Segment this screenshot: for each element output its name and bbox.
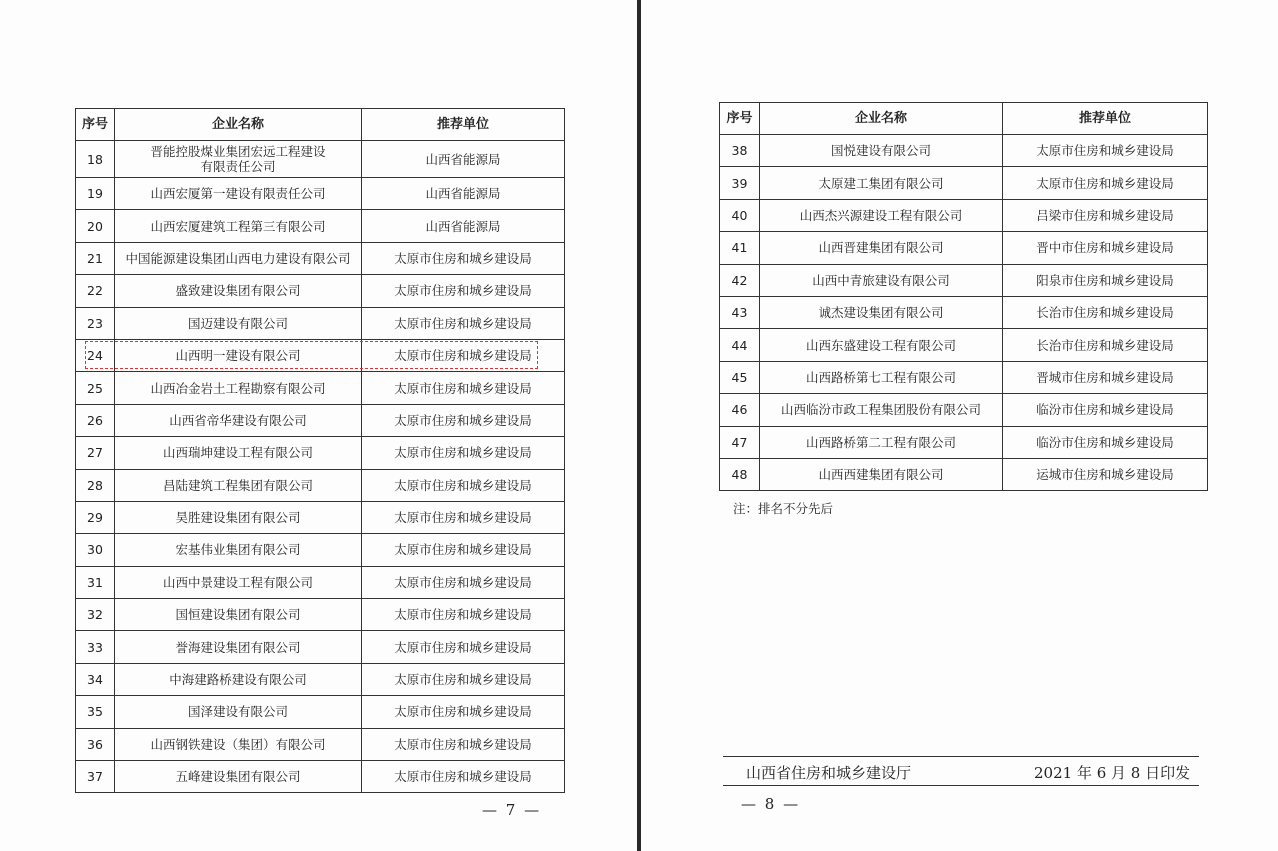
row-number: 25 [76, 372, 115, 404]
table-row [720, 426, 1208, 458]
row-number: 33 [76, 631, 115, 663]
company-name: 国恒建设集团有限公司 [115, 599, 362, 631]
header-seq: 序号 [720, 103, 760, 135]
table-row [720, 329, 1208, 361]
table-row [720, 232, 1208, 264]
table-row [720, 264, 1208, 296]
table-row [720, 167, 1208, 199]
table-row [76, 534, 565, 566]
header-seq: 序号 [76, 109, 115, 141]
company-name: 山西明一建设有限公司 [115, 339, 362, 371]
company-name: 宏基伟业集团有限公司 [115, 534, 362, 566]
table-row [76, 307, 565, 339]
page-number-left: — 7 — [482, 801, 542, 819]
company-name: 山西路桥第二工程有限公司 [760, 426, 1003, 458]
recommending-unit: 太原市住房和城乡建设局 [362, 696, 565, 728]
table-row [76, 275, 565, 307]
company-name: 国悦建设有限公司 [760, 135, 1003, 167]
row-number: 31 [76, 566, 115, 598]
issue-date: 2021 年 6 月 8 日印发 [1034, 764, 1191, 782]
company-name: 昌陆建筑工程集团有限公司 [115, 469, 362, 501]
recommending-unit: 太原市住房和城乡建设局 [1003, 167, 1208, 199]
company-name: 昊胜建设集团有限公司 [115, 501, 362, 533]
recommending-unit: 长治市住房和城乡建设局 [1003, 329, 1208, 361]
recommending-unit: 太原市住房和城乡建设局 [362, 631, 565, 663]
header-company: 企业名称 [760, 103, 1003, 135]
row-number: 23 [76, 307, 115, 339]
company-name: 山西瑞坤建设工程有限公司 [115, 437, 362, 469]
recommending-unit: 晋城市住房和城乡建设局 [1003, 361, 1208, 393]
footer-rule-bottom [723, 785, 1199, 786]
row-number: 30 [76, 534, 115, 566]
company-name: 国迈建设有限公司 [115, 307, 362, 339]
company-name: 太原建工集团有限公司 [760, 167, 1003, 199]
recommending-unit: 临汾市住房和城乡建设局 [1003, 426, 1208, 458]
table-row [76, 761, 565, 793]
company-name: 山西路桥第七工程有限公司 [760, 361, 1003, 393]
recommending-unit: 太原市住房和城乡建设局 [362, 566, 565, 598]
row-number: 38 [720, 135, 760, 167]
recommending-unit: 太原市住房和城乡建设局 [362, 242, 565, 274]
company-name: 中海建路桥建设有限公司 [115, 663, 362, 695]
row-number: 43 [720, 296, 760, 328]
row-number: 32 [76, 599, 115, 631]
row-number: 39 [720, 167, 760, 199]
table-row [720, 361, 1208, 393]
table-row [76, 437, 565, 469]
company-name: 誉海建设集团有限公司 [115, 631, 362, 663]
recommending-unit: 太原市住房和城乡建设局 [362, 728, 565, 760]
company-name: 晋能控股煤业集团宏远工程建设 有限责任公司 [115, 141, 362, 178]
table-row [76, 372, 565, 404]
recommending-unit: 运城市住房和城乡建设局 [1003, 458, 1208, 490]
table-row [76, 141, 565, 178]
page-number-right: — 8 — [741, 795, 801, 813]
recommending-unit: 太原市住房和城乡建设局 [362, 372, 565, 404]
company-name: 山西宏厦建筑工程第三有限公司 [115, 210, 362, 242]
row-number: 48 [720, 458, 760, 490]
company-name: 山西宏厦第一建设有限责任公司 [115, 178, 362, 210]
row-number: 20 [76, 210, 115, 242]
row-number: 41 [720, 232, 760, 264]
company-table-right [719, 102, 1208, 491]
table-row [76, 501, 565, 533]
table-row [76, 404, 565, 436]
company-name: 山西冶金岩土工程勘察有限公司 [115, 372, 362, 404]
row-number: 37 [76, 761, 115, 793]
company-name: 山西钢铁建设（集团）有限公司 [115, 728, 362, 760]
row-number: 24 [76, 339, 115, 371]
recommending-unit: 太原市住房和城乡建设局 [362, 307, 565, 339]
company-name: 山西中青旅建设有限公司 [760, 264, 1003, 296]
row-number: 34 [76, 663, 115, 695]
table-row [720, 394, 1208, 426]
row-number: 26 [76, 404, 115, 436]
row-number: 40 [720, 199, 760, 231]
row-number: 28 [76, 469, 115, 501]
recommending-unit: 太原市住房和城乡建设局 [362, 599, 565, 631]
table-row [720, 296, 1208, 328]
company-name: 诚杰建设集团有限公司 [760, 296, 1003, 328]
row-number: 22 [76, 275, 115, 307]
company-name: 山西西建集团有限公司 [760, 458, 1003, 490]
company-name: 山西中景建设工程有限公司 [115, 566, 362, 598]
table-row [76, 696, 565, 728]
company-name: 山西省帝华建设有限公司 [115, 404, 362, 436]
recommending-unit: 太原市住房和城乡建设局 [362, 663, 565, 695]
recommending-unit: 太原市住房和城乡建设局 [362, 501, 565, 533]
recommending-unit: 临汾市住房和城乡建设局 [1003, 394, 1208, 426]
row-number: 21 [76, 242, 115, 274]
company-name: 中国能源建设集团山西电力建设有限公司 [115, 242, 362, 274]
recommending-unit: 山西省能源局 [362, 178, 565, 210]
company-name: 山西临汾市政工程集团股份有限公司 [760, 394, 1003, 426]
recommending-unit: 长治市住房和城乡建设局 [1003, 296, 1208, 328]
recommending-unit: 太原市住房和城乡建设局 [362, 469, 565, 501]
table-row [720, 135, 1208, 167]
recommending-unit: 太原市住房和城乡建设局 [362, 404, 565, 436]
recommending-unit: 太原市住房和城乡建设局 [1003, 135, 1208, 167]
company-name: 国泽建设有限公司 [115, 696, 362, 728]
recommending-unit: 阳泉市住房和城乡建设局 [1003, 264, 1208, 296]
table-row [76, 469, 565, 501]
row-number: 47 [720, 426, 760, 458]
company-name: 山西杰兴源建设工程有限公司 [760, 199, 1003, 231]
table-row [76, 242, 565, 274]
company-name: 山西东盛建设工程有限公司 [760, 329, 1003, 361]
table-row [76, 599, 565, 631]
table-row [76, 210, 565, 242]
recommending-unit: 太原市住房和城乡建设局 [362, 275, 565, 307]
row-number: 46 [720, 394, 760, 426]
row-number: 35 [76, 696, 115, 728]
company-table-left [75, 108, 565, 793]
row-number: 19 [76, 178, 115, 210]
ranking-note: 注：排名不分先后 [733, 501, 834, 516]
recommending-unit: 太原市住房和城乡建设局 [362, 437, 565, 469]
issuer-name: 山西省住房和城乡建设厅 [746, 764, 912, 782]
footer-rule-top [723, 756, 1199, 757]
company-name: 山西晋建集团有限公司 [760, 232, 1003, 264]
table-row [76, 566, 565, 598]
row-number: 42 [720, 264, 760, 296]
row-number: 18 [76, 141, 115, 178]
row-number: 45 [720, 361, 760, 393]
table-row [76, 178, 565, 210]
recommending-unit: 山西省能源局 [362, 210, 565, 242]
table-row [720, 458, 1208, 490]
header-recommender: 推荐单位 [1003, 103, 1208, 135]
table-row [76, 631, 565, 663]
recommending-unit: 太原市住房和城乡建设局 [362, 339, 565, 371]
row-number: 29 [76, 501, 115, 533]
row-number: 44 [720, 329, 760, 361]
company-name: 五峰建设集团有限公司 [115, 761, 362, 793]
recommending-unit: 山西省能源局 [362, 141, 565, 178]
table-row [76, 728, 565, 760]
company-name: 盛致建设集团有限公司 [115, 275, 362, 307]
recommending-unit: 太原市住房和城乡建设局 [362, 534, 565, 566]
header-company: 企业名称 [115, 109, 362, 141]
header-recommender: 推荐单位 [362, 109, 565, 141]
table-row [76, 339, 565, 371]
row-number: 36 [76, 728, 115, 760]
recommending-unit: 吕梁市住房和城乡建设局 [1003, 199, 1208, 231]
recommending-unit: 太原市住房和城乡建设局 [362, 761, 565, 793]
table-row [76, 663, 565, 695]
table-row [720, 199, 1208, 231]
row-number: 27 [76, 437, 115, 469]
recommending-unit: 晋中市住房和城乡建设局 [1003, 232, 1208, 264]
